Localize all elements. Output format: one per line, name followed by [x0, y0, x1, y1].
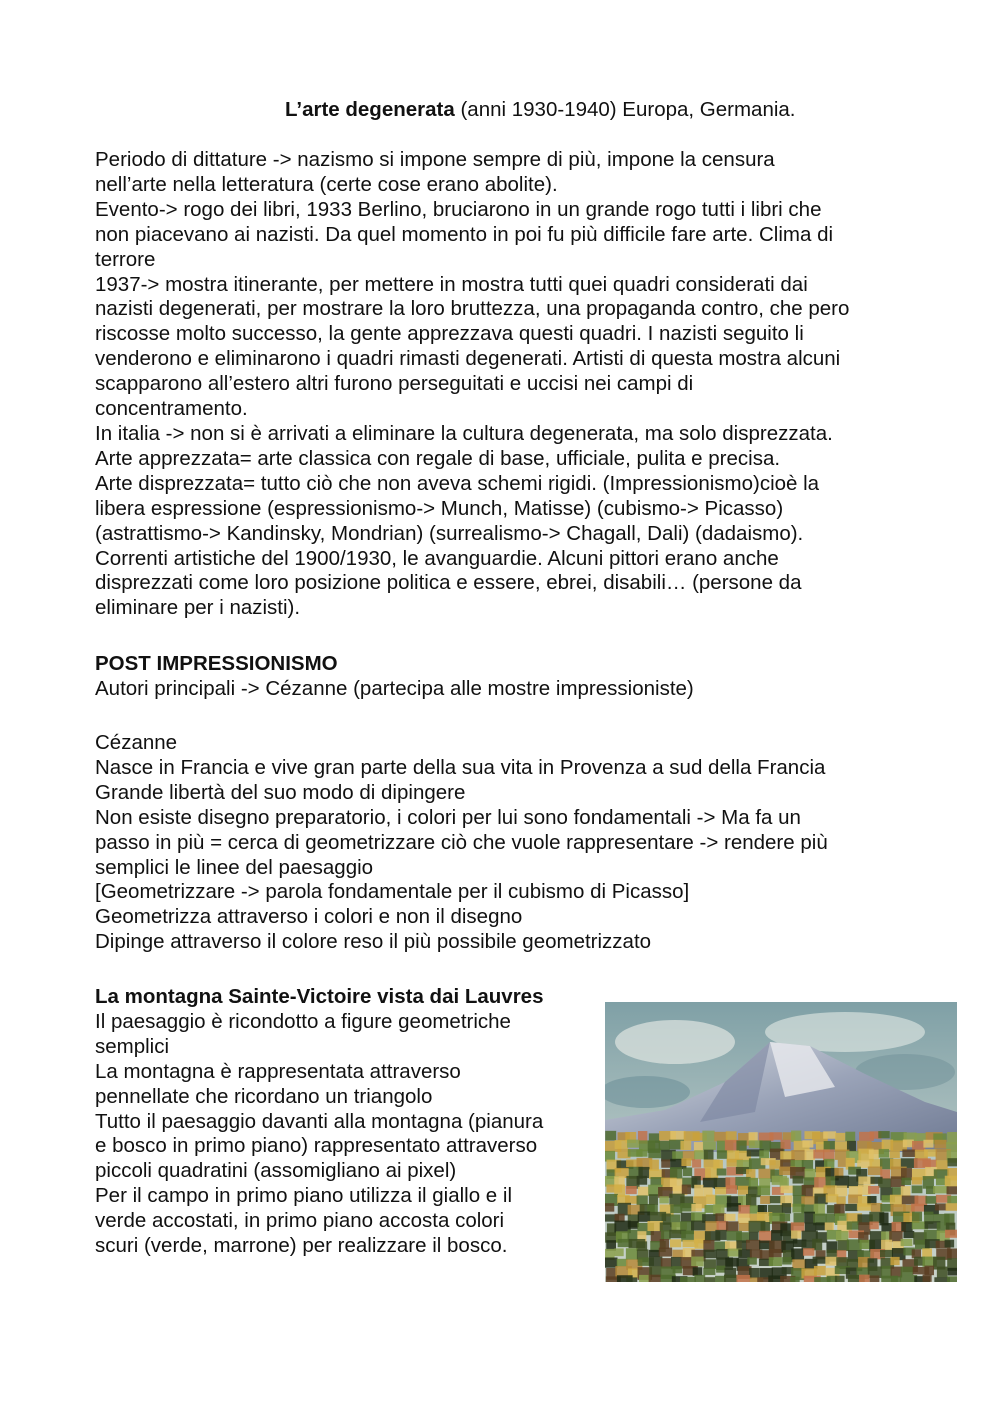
text-line: riscosse molto successo, la gente apprezzava questi quadri. I nazisti seguito li: [95, 322, 804, 346]
text-line: 1937-> mostra itinerante, per mettere in mostra tutti quei quadri considerati dai: [95, 272, 808, 296]
painting-image: [605, 1002, 957, 1282]
text-line: Periodo di dittature -> nazismo si impone sempre di più, impone la censura: [95, 148, 775, 171]
text-line: e bosco in primo piano) rappresentato attraverso: [95, 1134, 538, 1158]
text-line: Correnti artistiche del 1900/1930, le avanguardie. Alcuni pittori erano anche: [95, 546, 779, 570]
text-line: Tutto il paesaggio davanti alla montagna (pianura: [95, 1109, 544, 1133]
text-line: Nasce in Francia e vive gran parte della sua vita in Provenza a sud della Francia: [95, 755, 826, 779]
text-line: verde accostati, in primo piano accosta colori: [95, 1209, 505, 1233]
text-line: Cézanne: [95, 731, 178, 754]
cezanne-section: [95, 731, 955, 955]
text-line: Geometrizza attraverso i colori e non il disegno: [95, 905, 523, 929]
text-line: Non esiste disegno preparatorio, i colori per lui sono fondamentali -> Ma fa un: [95, 805, 801, 829]
painting-description: [95, 985, 595, 1259]
page-title: [285, 98, 796, 122]
text-line: Autori principali -> Cézanne (partecipa alle mostre impressioniste): [95, 676, 694, 700]
page-title-rest: (anni 1930-1940) Europa, Germania.: [454, 98, 796, 121]
text-line: disprezzati come loro posizione politica e essere, ebrei, disabili… (persone da: [95, 571, 802, 595]
painting-mont-sainte-victoire: [605, 1002, 957, 1282]
text-line: nell’arte nella letteratura (certe cose erano abolite).: [95, 172, 558, 196]
text-line: (astrattismo-> Kandinsky, Mondrian) (surrealismo-> Chagall, Dali) (dadaismo).: [95, 521, 804, 545]
text-line: pennellate che ricordano un triangolo: [95, 1084, 433, 1108]
text-line: In italia -> non si è arrivati a eliminare la cultura degenerata, ma solo disprezzata.: [95, 421, 833, 445]
intro-paragraph: [95, 148, 955, 621]
text-line: scuri (verde, marrone) per realizzare il bosco.: [95, 1234, 508, 1258]
page-title-bold: L’arte degenerata: [285, 98, 455, 121]
section-heading: POST IMPRESSIONISMO: [95, 652, 338, 675]
text-line: nazisti degenerati, per mostrare la loro bruttezza, una propaganda contro, che pero: [95, 297, 850, 321]
text-line: Evento-> rogo dei libri, 1933 Berlino, bruciarono in un grande rogo tutti i libri che: [95, 197, 822, 221]
text-line: Arte apprezzata= arte classica con regale di base, ufficiale, pulita e precisa.: [95, 446, 781, 470]
text-line: terrore: [95, 247, 156, 271]
text-line: concentramento.: [95, 397, 248, 421]
text-line: Grande libertà del suo modo di dipingere: [95, 780, 466, 804]
text-line: piccoli quadratini (assomigliano ai pixel): [95, 1159, 457, 1183]
text-line: La montagna è rappresentata attraverso: [95, 1059, 461, 1083]
text-line: Per il campo in primo piano utilizza il giallo e il: [95, 1184, 513, 1208]
post-impressionismo-section: [95, 652, 955, 702]
text-line: libera espressione (espressionismo-> Munch, Matisse) (cubismo-> Picasso): [95, 496, 784, 520]
text-line: semplici le linee del paesaggio: [95, 855, 374, 879]
text-line: Arte disprezzata= tutto ciò che non aveva schemi rigidi. (Impressionismo)cioè la: [95, 471, 820, 495]
section-heading: La montagna Sainte-Victoire vista dai Lauvres: [95, 985, 544, 1008]
text-line: scapparono all’estero altri furono perseguitati e uccisi nei campi di: [95, 372, 694, 396]
text-line: passo in più = cerca di geometrizzare ciò che vuole rappresentare -> rendere più: [95, 830, 828, 854]
text-line: eliminare per i nazisti).: [95, 596, 301, 620]
text-line: Dipinge attraverso il colore reso il più possibile geometrizzato: [95, 930, 652, 954]
text-line: [Geometrizzare -> parola fondamentale per il cubismo di Picasso]: [95, 880, 690, 904]
text-line: non piacevano ai nazisti. Da quel momento in poi fu più difficile fare arte. Clima di: [95, 222, 834, 246]
text-line: Il paesaggio è ricondotto a figure geometriche: [95, 1009, 511, 1033]
text-line: venderono e eliminarono i quadri rimasti degenerati. Artisti di questa mostra alcuni: [95, 347, 841, 371]
text-line: semplici: [95, 1034, 170, 1058]
